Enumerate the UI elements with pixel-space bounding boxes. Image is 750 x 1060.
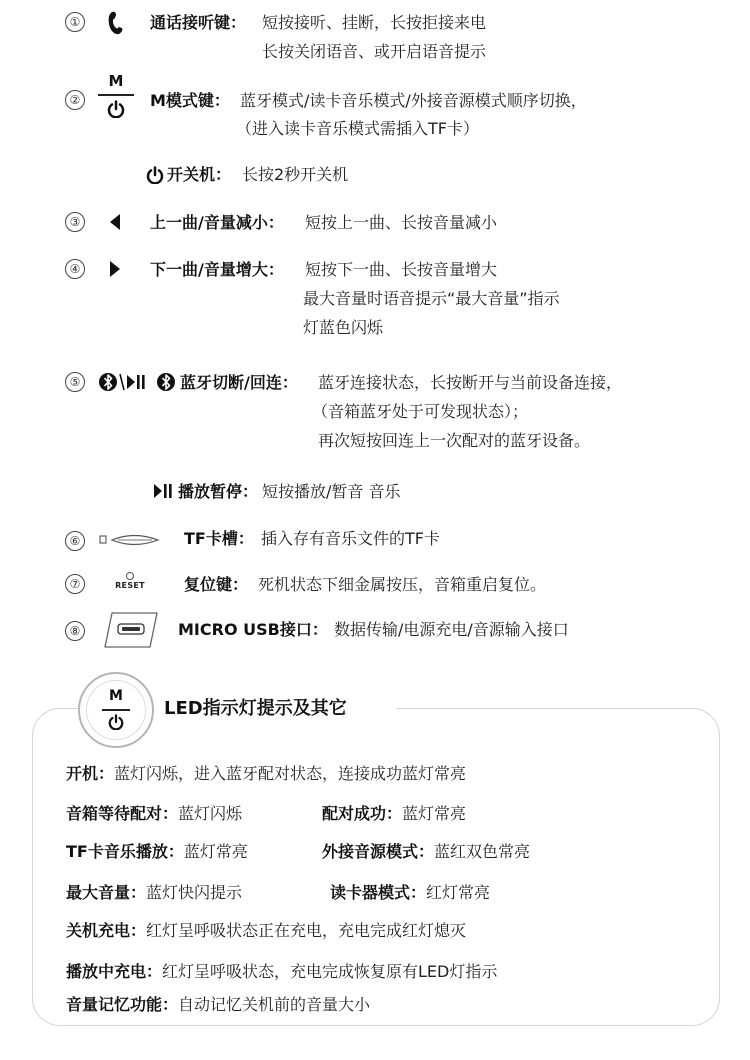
- item-desc-line: 数据传输/电源充电/音源输入接口: [334, 620, 569, 639]
- item-title: 上一曲/音量减小：: [150, 213, 284, 232]
- item-title: 通话接听键：: [150, 13, 247, 32]
- item-number: ⑤: [65, 372, 85, 392]
- led-row: [66, 882, 242, 904]
- item-number: ①: [65, 12, 85, 32]
- led-label: 音箱等待配对：: [66, 804, 179, 823]
- bluetooth-icon: [156, 371, 176, 393]
- item-desc-line: 短按下一曲、长按音量增大: [305, 260, 498, 279]
- led-row: [66, 994, 370, 1016]
- power-icon: [108, 714, 124, 730]
- led-label: 配对成功：: [322, 804, 403, 823]
- item-desc-line: 长按2秒开关机: [242, 165, 349, 184]
- item-desc-line: 短按上一曲、长按音量减小: [305, 213, 498, 232]
- led-row: [66, 803, 242, 825]
- led-value: 蓝灯常亮: [402, 804, 467, 823]
- item-desc-line: （音箱蓝牙处于可发现状态）；: [312, 402, 529, 421]
- item-desc-line: 蓝牙模式/读卡音乐模式/外接音源模式顺序切换，: [240, 91, 587, 110]
- led-label: 读卡器模式：: [330, 883, 427, 902]
- led-label: 播放中充电：: [66, 962, 163, 981]
- item-desc-line: （进入读卡音乐模式需插入TF卡）: [236, 119, 479, 138]
- item-number: ②: [65, 90, 85, 110]
- led-label: TF卡音乐播放：: [66, 842, 184, 861]
- tf-slot-icon: [98, 530, 162, 550]
- mode-label: M: [108, 72, 124, 90]
- item-title: M模式键：: [150, 91, 230, 110]
- micro-usb-icon: [102, 610, 160, 650]
- item-desc-line: 插入存有音乐文件的TF卡: [261, 529, 440, 548]
- item-number: ⑦: [65, 574, 85, 594]
- led-value: 蓝灯闪烁: [178, 804, 243, 823]
- led-value: 红灯常亮: [426, 883, 491, 902]
- led-row: [322, 841, 530, 863]
- item-desc-line: 长按关闭语音、或开启语音提示: [262, 42, 487, 61]
- previous-icon: [108, 213, 122, 231]
- led-label: 最大音量：: [66, 883, 147, 902]
- mode-button-badge: [78, 672, 154, 748]
- mode-power-icon: [96, 72, 136, 126]
- bluetooth-play-pause-icon: [98, 371, 150, 393]
- item-number: ⑧: [65, 621, 85, 641]
- reset-icon: [112, 572, 152, 594]
- led-value: 蓝红双色常亮: [434, 842, 531, 861]
- item-desc-line: 死机状态下细金属按压，音箱重启复位。: [258, 575, 547, 594]
- item-title: 蓝牙切断/回连：: [180, 373, 298, 392]
- led-row: [66, 841, 248, 863]
- phone-icon: [104, 10, 124, 36]
- led-row: [322, 803, 466, 825]
- led-value: 蓝灯快闪提示: [146, 883, 243, 902]
- item-desc-line: 灯蓝色闪烁: [303, 318, 384, 337]
- led-label: 开机：: [66, 764, 115, 783]
- led-value: 蓝灯常亮: [183, 842, 248, 861]
- item-title: TF卡槽：: [184, 529, 254, 548]
- led-row: [66, 763, 466, 785]
- item-title: 开关机：: [167, 165, 232, 184]
- led-label: 关机充电：: [66, 921, 147, 940]
- item-title: 下一曲/音量增大：: [150, 260, 284, 279]
- next-icon: [108, 260, 122, 278]
- item-desc-line: 短按播放/暂音 音乐: [262, 482, 401, 501]
- item-desc-line: 蓝牙连接状态，长按断开与当前设备连接，: [318, 373, 623, 392]
- led-value: 蓝灯闪烁，进入蓝牙配对状态，连接成功蓝灯常亮: [114, 764, 467, 783]
- led-value: 红灯呈呼吸状态，充电完成恢复原有LED灯指示: [162, 962, 498, 981]
- item-number: ④: [65, 259, 85, 279]
- item-number: ⑥: [65, 531, 85, 551]
- item-desc-line: 再次短按回连上一次配对的蓝牙设备。: [318, 431, 591, 450]
- led-row: [330, 882, 490, 904]
- led-value: 自动记忆关机前的音量大小: [178, 995, 371, 1014]
- led-label: 外接音源模式：: [322, 842, 435, 861]
- item-number: ③: [65, 212, 85, 232]
- item-desc-line: 短按接听、挂断，长按拒接来电: [262, 13, 487, 32]
- play-pause-icon: [152, 482, 174, 500]
- led-row: [66, 920, 466, 942]
- item-title: 播放暂停：: [178, 482, 259, 501]
- item-desc-line: 最大音量时语音提示“最大音量”指示: [303, 289, 560, 308]
- led-value: 红灯呈呼吸状态正在充电，充电完成红灯熄灭: [146, 921, 467, 940]
- reset-label: RESET: [115, 581, 145, 590]
- item-title: MICRO USB接口：: [178, 620, 328, 639]
- led-heading: LED指示灯提示及其它: [164, 698, 347, 719]
- led-row: [66, 961, 497, 983]
- led-label: 音量记忆功能：: [66, 995, 179, 1014]
- badge-mode-label: M: [109, 688, 123, 704]
- item-title: 复位键：: [184, 575, 249, 594]
- power-icon: [146, 166, 164, 184]
